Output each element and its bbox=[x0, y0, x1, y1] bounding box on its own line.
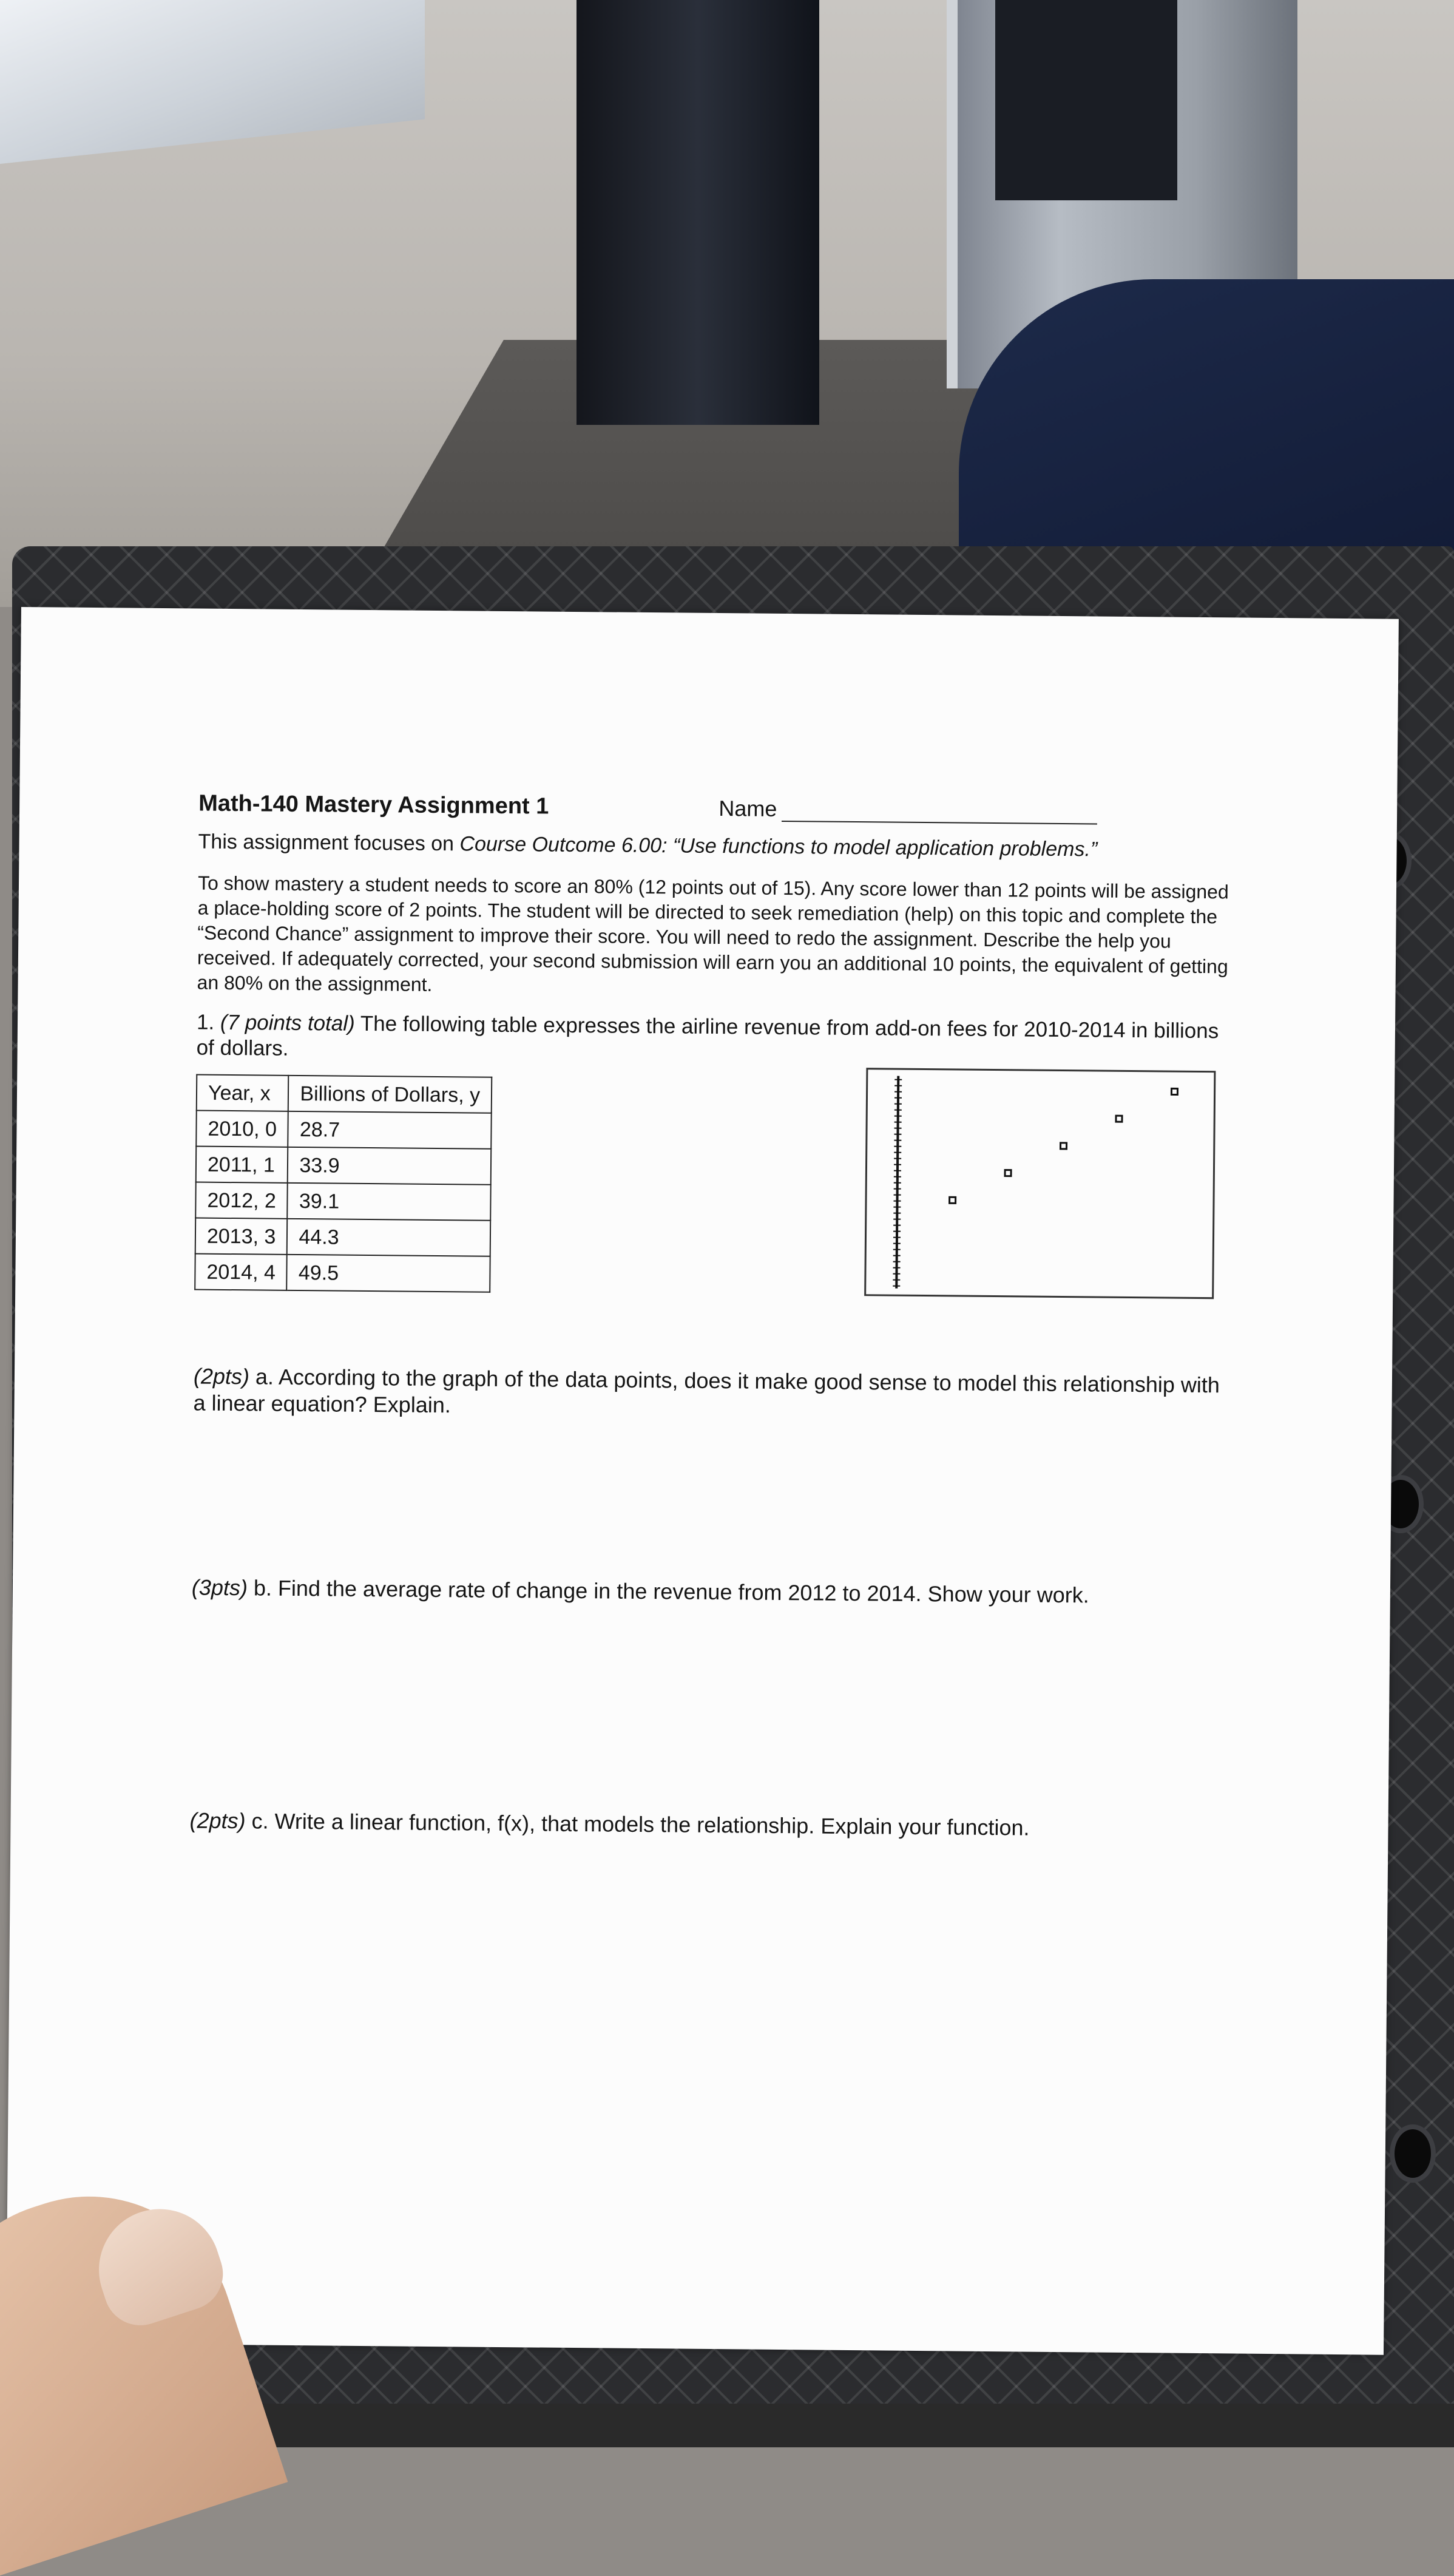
question-1-number: 1. bbox=[197, 1011, 220, 1034]
table-row bbox=[196, 1147, 492, 1185]
table-row bbox=[195, 1218, 491, 1256]
revenue-table bbox=[194, 1074, 492, 1293]
data-point bbox=[1005, 1170, 1011, 1176]
table-cell-year: 2010, 0 bbox=[196, 1111, 288, 1147]
table-row bbox=[195, 1254, 490, 1292]
focus-statement bbox=[198, 830, 1242, 863]
part-c bbox=[189, 1807, 1233, 1843]
table-row bbox=[196, 1111, 492, 1149]
background-curtain bbox=[577, 0, 819, 425]
question-1-points: (7 points total) bbox=[220, 1011, 355, 1035]
background-door-shadow bbox=[995, 0, 1177, 200]
worksheet-content bbox=[189, 791, 1242, 1843]
worksheet-page bbox=[6, 607, 1399, 2355]
part-a-points: (2pts) bbox=[194, 1364, 249, 1389]
data-point bbox=[1060, 1143, 1066, 1149]
table-cell-value: 39.1 bbox=[288, 1183, 491, 1221]
mastery-paragraph: To show mastery a student needs to score an 80% (12 points out of 15). Any score lower than 12 points will be assigned a place-holding score of 2 points. The student will be directed to seek remediation (help) on this topic and complete the “Second Chance” assignment to improve their score. You will need to redo the assignment. Describe the help you received. If adequately corrected, your second submission will earn you an additional 10 points, the equivalent of getting an 80% on the assignment. bbox=[197, 871, 1242, 1005]
part-b-points: (3pts) bbox=[192, 1575, 248, 1601]
part-a-text: a. According to the graph of the data points, does it make good sense to model this relationship with a linear equation? Explain. bbox=[193, 1364, 1220, 1417]
part-b-text: b. Find the average rate of change in the revenue from 2012 to 2014. Show your work. bbox=[248, 1575, 1089, 1607]
question-1-text: The following table expresses the airline revenue from add-on fees for 2010-2014 in billions of dollars. bbox=[197, 1012, 1219, 1060]
table-cell-year: 2012, 2 bbox=[195, 1182, 288, 1219]
focus-prefix: This assignment focuses on bbox=[198, 830, 459, 856]
table-header-year: Year, x bbox=[197, 1075, 289, 1111]
binder-hole bbox=[1390, 2124, 1436, 2183]
name-field[interactable] bbox=[782, 804, 1097, 825]
question-1 bbox=[196, 1010, 1240, 1070]
table-cell-year: 2014, 4 bbox=[195, 1254, 287, 1290]
table-cell-value: 49.5 bbox=[287, 1255, 490, 1292]
name-label: Name bbox=[719, 796, 777, 822]
worksheet-header bbox=[198, 791, 1242, 826]
data-section bbox=[194, 1074, 1240, 1300]
table-cell-year: 2011, 1 bbox=[196, 1147, 288, 1183]
table-cell-value: 28.7 bbox=[288, 1111, 492, 1149]
table-cell-value: 44.3 bbox=[287, 1219, 490, 1256]
part-a bbox=[193, 1363, 1237, 1426]
part-c-points: (2pts) bbox=[189, 1808, 245, 1833]
assignment-title: Math-140 Mastery Assignment 1 bbox=[198, 791, 549, 820]
course-outcome: Course Outcome 6.00: “Use functions to model application problems.” bbox=[459, 832, 1097, 861]
scatter-plot bbox=[864, 1068, 1216, 1299]
table-cell-year: 2013, 3 bbox=[195, 1218, 288, 1255]
table-cell-value: 33.9 bbox=[288, 1147, 491, 1185]
plot-y-axis bbox=[893, 1076, 902, 1289]
data-point bbox=[950, 1197, 956, 1203]
table-header-row bbox=[197, 1075, 492, 1113]
data-point bbox=[1116, 1116, 1122, 1122]
part-b bbox=[192, 1574, 1236, 1610]
data-point bbox=[1171, 1088, 1177, 1094]
part-c-text: c. Write a linear function, f(x), that models the relationship. Explain your function. bbox=[245, 1808, 1029, 1840]
table-row bbox=[195, 1182, 491, 1221]
plot-points bbox=[950, 1086, 1178, 1205]
table-header-dollars: Billions of Dollars, y bbox=[288, 1076, 492, 1113]
